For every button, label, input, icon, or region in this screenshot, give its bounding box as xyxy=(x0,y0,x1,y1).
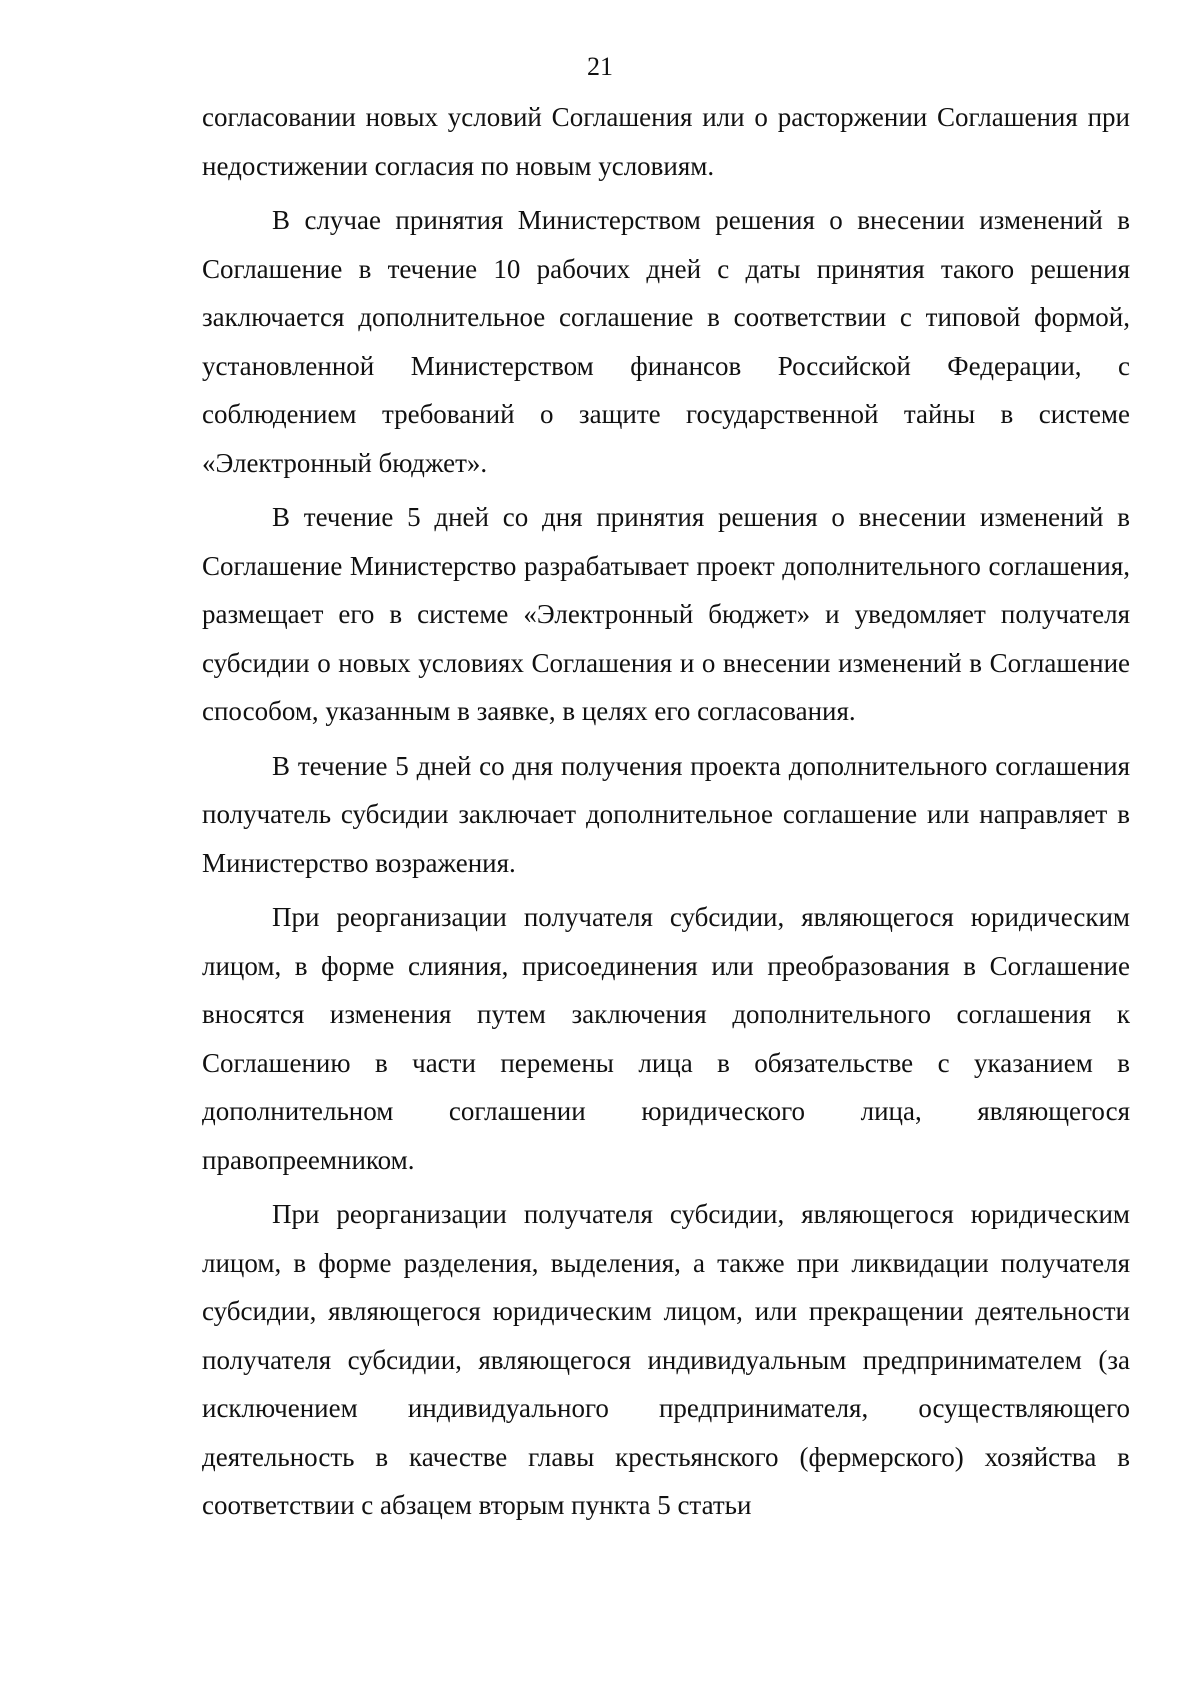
paragraph-draft-preparation: В течение 5 дней со дня принятия решения о внесении изменений в Соглашение Министерство разрабатывает проект дополнительного соглашения, размещает его в системе «Электронный бюджет» и уведомляет получателя субсидии о новых условиях Соглашения и о внесении изменений в Соглашение способом, указанным в заявке, в целях его согласования. xyxy=(202,502,1130,726)
paragraph-reorganization-merger: При реорганизации получателя субсидии, являющегося юридическим лицом, в форме слияния, присоединения или преобразования в Соглашение вносятся изменения путем заключения дополнительного соглашения к Соглашению в части перемены лица в обязательстве с указанием в дополнительном соглашении юридического лица, являющегося правопреемником. xyxy=(202,902,1130,1175)
page-number: 21 xyxy=(587,52,613,81)
paragraph-reorganization-division: При реорганизации получателя субсидии, являющегося юридическим лицом, в форме разделения, выделения, а также при ликвидации получателя субсидии, являющегося юридическим лицом, или прекращении деятельности получателя субсидии, являющегося индивидуальным предпринимателем (за исключением индивидуального предпринимателя, осуществляющего деятельность в качестве главы крестьянского (фермерского) хозяйства в соответствии с абзацем вторым пункта 5 статьи xyxy=(202,1199,1130,1520)
document-body xyxy=(202,93,1130,1530)
paragraph-continuation: согласовании новых условий Соглашения или о расторжении Соглашения при недостижении согласия по новым условиям. xyxy=(202,102,1130,181)
paragraph-amendment-decision: В случае принятия Министерством решения о внесении изменений в Соглашение в течение 10 рабочих дней с даты принятия такого решения заключается дополнительное соглашение в соответствии с типовой формой, установленной Министерством финансов Российской Федерации, с соблюдением требований о защите государственной тайны в системе «Электронный бюджет». xyxy=(202,205,1130,478)
paragraph-recipient-response: В течение 5 дней со дня получения проекта дополнительного соглашения получатель субсидии заключает дополнительное соглашение или направляет в Министерство возражения. xyxy=(202,750,1130,878)
